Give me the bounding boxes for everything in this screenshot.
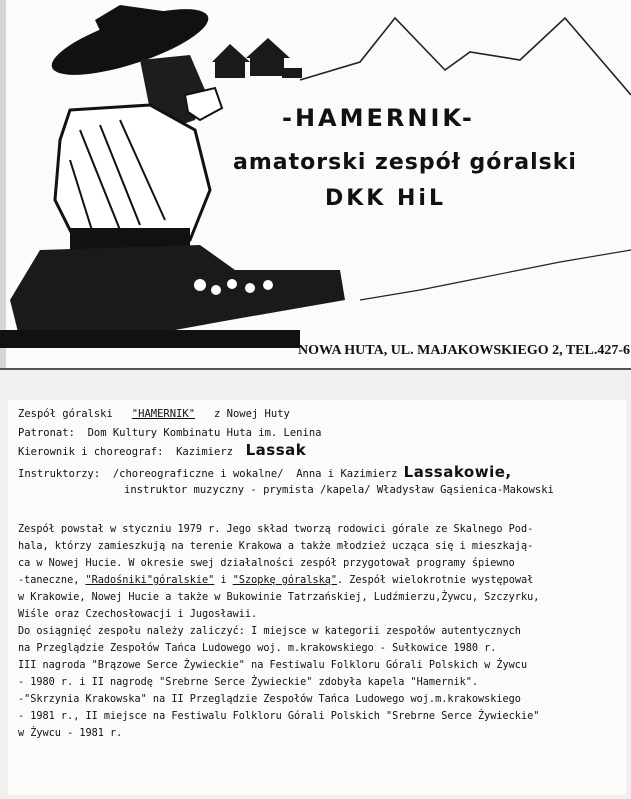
paragraph1-line4 — [18, 575, 533, 587]
paragraph2-line5: -"Skrzynia Krakowska" na II Przeglądzie Zespołów Tańca Ludowego woj.m.krakowskiego — [18, 694, 521, 705]
trousers — [10, 245, 345, 340]
program-radosniki: "Radośniki"góralskie" — [85, 575, 215, 586]
heading-suffix: z Nowej Huty — [213, 408, 290, 420]
instructors-first-names: Anna i Kazimierz — [296, 468, 398, 480]
leader-last-name: Lassak — [245, 441, 307, 459]
patron-label: Patronat: — [18, 427, 75, 439]
group-name: "HAMERNIK" — [131, 408, 196, 420]
p1-l4-and: i — [220, 575, 227, 586]
mountain-outline-low — [360, 250, 631, 300]
patron-value: Dom Kultury Kombinatu Huta im. Lenina — [87, 427, 322, 439]
instructors-label: Instruktorzy: — [18, 468, 101, 480]
paragraph2-line2: na Przeglądzie Zespołów Tańca Ludowego woj. m.krakowskiego - Sułkowice 1980 r. — [18, 643, 497, 654]
musician-line: instruktor muzyczny - prymista /kapela/ Władysław Gąsienica-Makowski — [124, 484, 554, 496]
paragraph2-line6: - 1981 r., II miejsce na Festiwalu Folkloru Górali Polskich "Srebrne Serce Żywieckie" — [18, 711, 540, 722]
village-houses — [212, 38, 302, 78]
instructors-line — [18, 463, 512, 481]
instructors-role: /choreograficzne i wokalne/ — [112, 468, 284, 480]
program-szopka: "Szopkę góralską" — [232, 575, 337, 586]
paragraph1-line6: Wiśle oraz Czechosłowacji i Jugosławii. — [18, 609, 258, 620]
paragraph2-line7: w Żywcu - 1981 r. — [18, 728, 123, 739]
poster-title: -HAMERNIK- — [282, 104, 475, 132]
ground — [0, 330, 300, 348]
heading-line — [18, 408, 290, 421]
leader-first-name: Kazimierz — [176, 446, 233, 458]
sheet-paper — [8, 400, 626, 795]
p1-l4-prefix: -taneczne, — [18, 575, 80, 586]
heading-prefix: Zespół góralski — [18, 408, 113, 420]
paragraph2-line4: - 1980 r. i II nagrodę "Srebrne Serce Żywieckie" zdobyła kapela "Hamernik". — [18, 677, 479, 688]
poster-address: NOWA HUTA, UL. MAJAKOWSKIEGO 2, TEL.427-6 — [298, 343, 631, 358]
paragraph1-line2: hala, którzy zamieszkują na terenie Krakowa a także młodzież ucząca się i mieszkają- — [18, 541, 534, 552]
poster-card — [0, 0, 631, 370]
leader-label: Kierownik i choreograf: — [18, 446, 164, 458]
paragraph1-line1: Zespół powstał w styczniu 1979 r. Jego skład tworzą rodowici górale ze Skalnego Pod- — [18, 524, 534, 535]
p1-l4-suffix: . Zespół wielokrotnie występował — [337, 575, 534, 586]
paragraph1-line3: ca w Nowej Hucie. W okresie swej działalności zespół przygotował programy śpiewno — [18, 558, 515, 569]
instructors-last-name: Lassakowie, — [403, 463, 512, 481]
leader-line — [18, 441, 307, 459]
typed-sheet — [0, 370, 631, 799]
patron-line — [18, 427, 321, 440]
poster-organization: DKK HiL — [325, 186, 446, 211]
paragraph1-line5: w Krakowie, Nowej Hucie a także w Bukowinie Tatrzańskiej, Ludźmierzu,Żywcu, Szczyrku, — [18, 592, 540, 603]
highlander-illustration — [0, 0, 631, 368]
poster-subtitle: amatorski zespół góralski — [233, 150, 577, 175]
paragraph2-line3: III nagroda "Brązowe Serce Żywieckie" na Festiwalu Folkloru Górali Polskich w Żywcu — [18, 660, 528, 671]
paragraph2-line1: Do osiągnięć zespołu należy zaliczyć: I miejsce w kategorii zespołów autentycznych — [18, 626, 521, 637]
mountain-outline — [300, 18, 631, 95]
